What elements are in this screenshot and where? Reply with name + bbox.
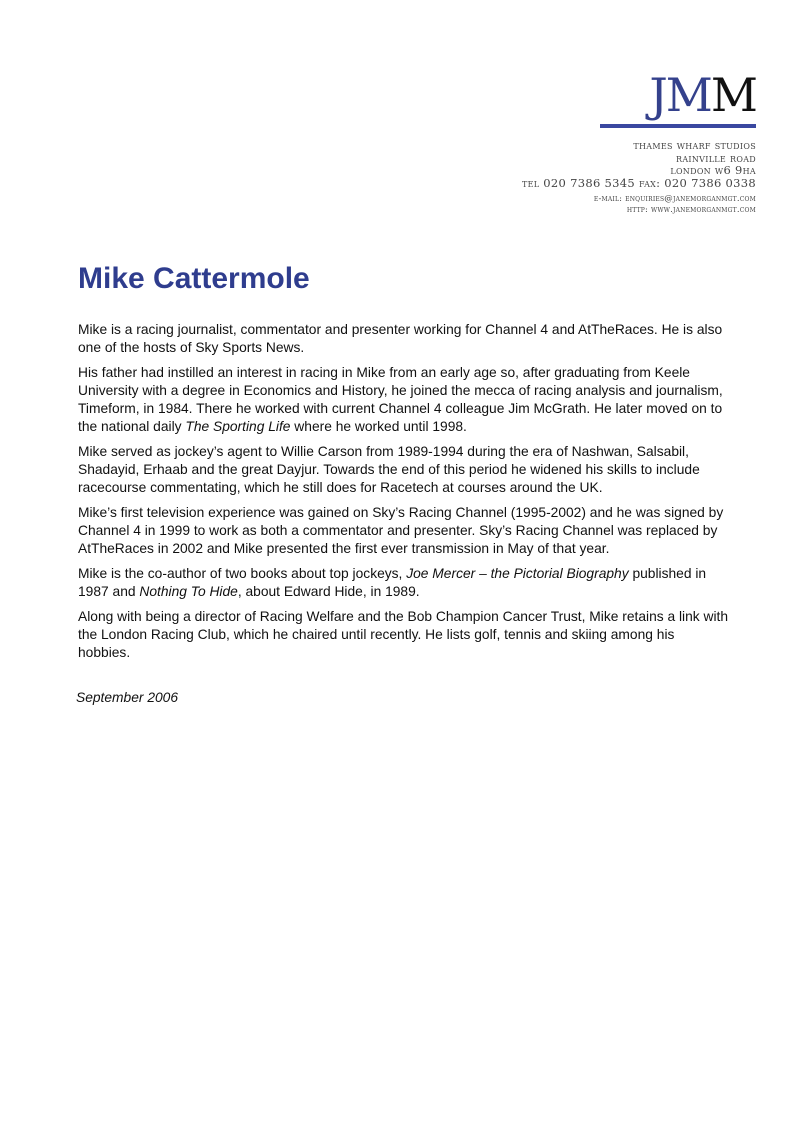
address-line-2: rainville road [676,150,756,165]
phone-fax-line: tel 020 7386 5345 fax: 020 7386 0338 [521,175,756,190]
document-date: September 2006 [76,690,179,705]
paragraph-5-text-c: , about Edward Hide, in 1989. [237,584,420,599]
paragraph-6: Along with being a director of Racing Welfare and the Bob Champion Cancer Trust, Mike retains a link with the London Racing Club, which he chaired until recently. He lists golf, tennis and skiing among his hobbies. [78,609,729,660]
logo-letter-m2: M [710,68,756,122]
address-line-3: london w6 9ha [670,163,756,177]
logo-letter-m1: M [665,68,711,122]
paragraph-5 [78,565,730,601]
paragraph-2-text-a: His father had instilled an interest in racing in Mike from an early age so, after graduating from Keele University with a degree in Economics and History, he joined the mecca of racing analysis and journalism, Timeform, in 1984. There he worked with current Channel 4 colleague Jim McGrath. He later moved on to the national daily [78,365,723,434]
logo-letter-j: J [649,68,666,122]
publication-title: The Sporting Life [185,419,291,434]
paragraph-5-text-b: published in 1987 and [78,566,707,599]
paragraph-5-text-a: Mike is the co-author of two books about top jockeys, [78,566,407,581]
web-line: http: www.janemorganmgt.com [626,205,756,215]
contact-block [522,194,756,216]
paragraph-4: Mike’s first television experience was gained on Sky’s Racing Channel (1995-2002) and he was signed by Channel 4 in 1999 to work as both a commentator and presenter. Sky’s Racing Channel was replaced by AtTheRaces in 2002 and Mike presented the first ever transmission in May of that year. [78,505,724,556]
paragraph-1: Mike is a racing journalist, commentator and presenter working for Channel 4 and AtTheRaces. He is also one of the hosts of Sky Sports News. [78,322,723,355]
logo-underline [600,124,756,128]
page-title: Mike Cattermole [78,262,310,295]
jmm-logo [596,68,756,128]
address-line-1: thames wharf studios [633,138,756,152]
book-title-1: Joe Mercer – the Pictorial Biography [406,566,629,581]
paragraph-2-text-b: where he worked until 1998. [290,419,467,434]
logo-wordmark [596,68,756,122]
paragraph-3: Mike served as jockey’s agent to Willie Carson from 1989-1994 during the era of Nashwan, Salsabil, Shadayid, Erhaab and the great Dayjur. Towards the end of this period he widened his skills to include racecourse commentating, which he still does for Racetech at courses around the UK. [78,444,700,495]
book-title-2: Nothing To Hide [139,584,238,599]
letterhead-address [522,139,756,216]
biography-body [78,321,730,669]
email-line: e-mail: enquiries@janemorganmgt.com [593,194,756,204]
paragraph-2 [78,364,730,436]
